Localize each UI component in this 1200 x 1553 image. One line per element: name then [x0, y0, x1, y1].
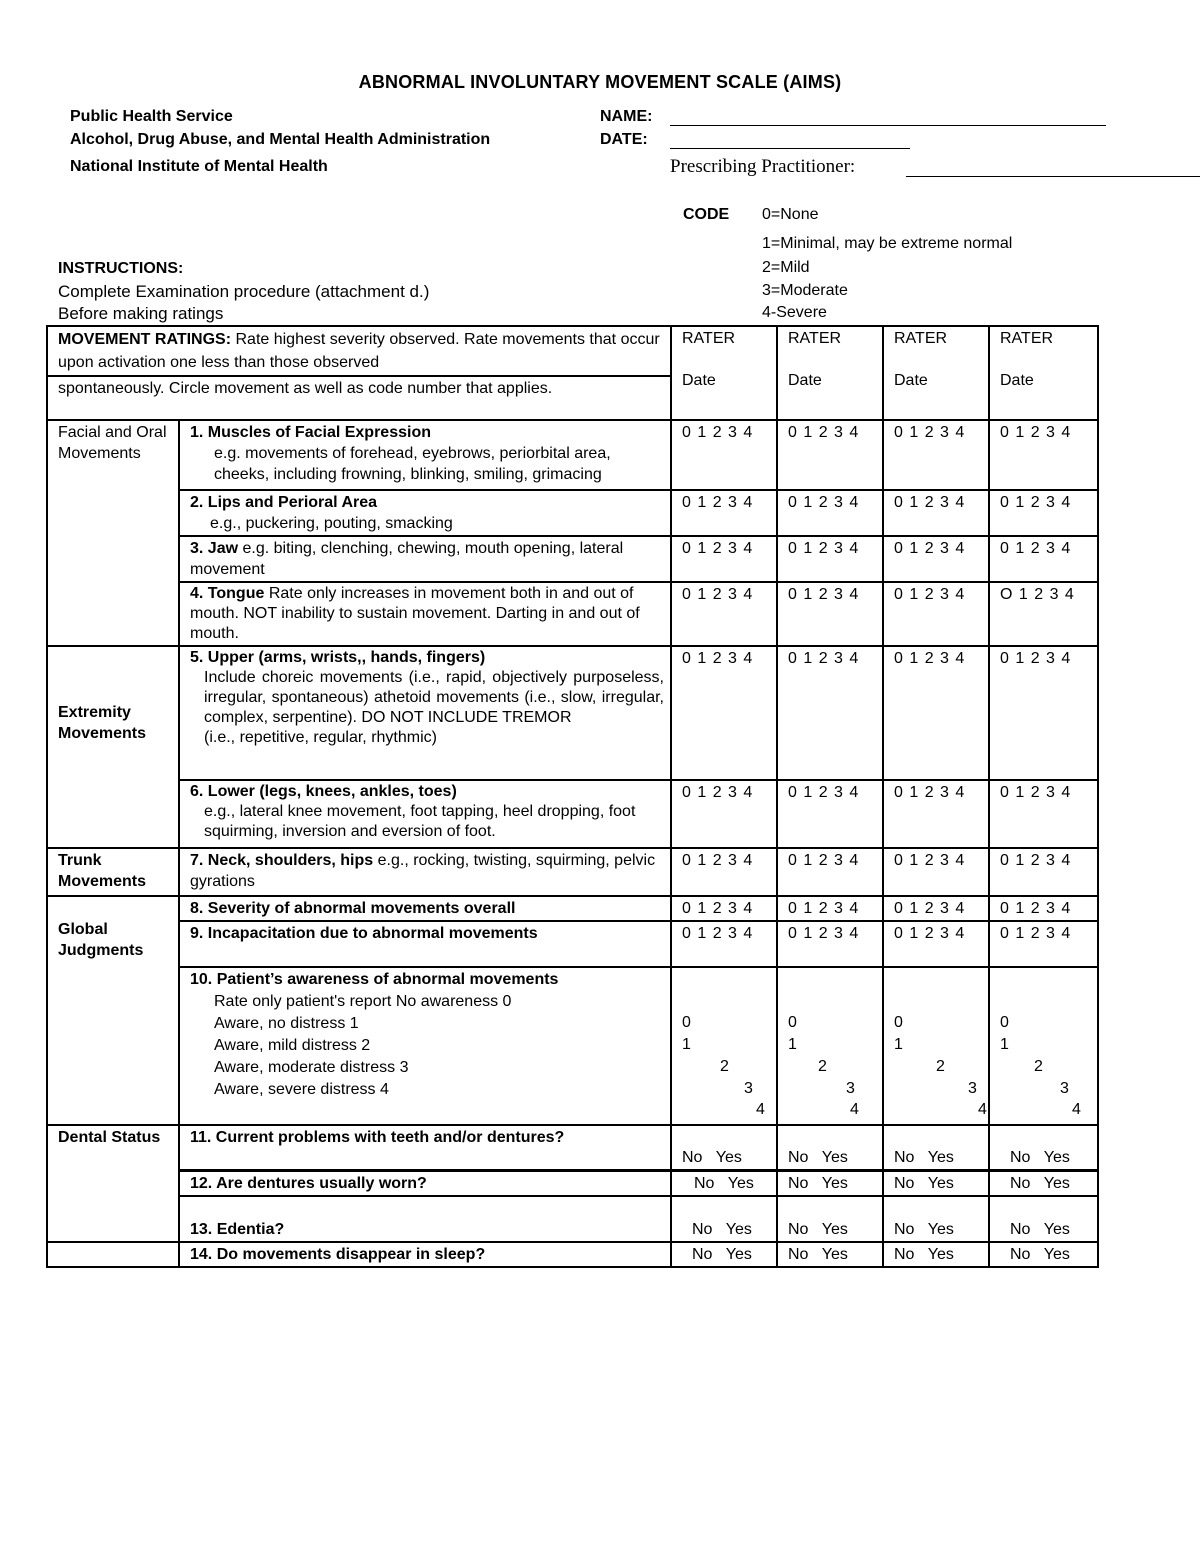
no-option[interactable]: No	[788, 1245, 809, 1263]
category-dental: Dental Status	[47, 1125, 179, 1242]
scale-1[interactable]: 1	[894, 1036, 903, 1053]
yes-option[interactable]: Yes	[927, 1148, 954, 1166]
answer-12-r1[interactable]	[671, 1170, 777, 1196]
item-11-title: 11. Current problems with teeth and/or dentures?	[179, 1125, 671, 1170]
item-13-title: 13. Edentia?	[179, 1196, 671, 1242]
rating-3-r2[interactable]: 0 1 2 3 4	[777, 536, 883, 582]
yes-option[interactable]: Yes	[821, 1174, 848, 1192]
item-2-desc: e.g., puckering, pouting, smacking	[210, 515, 453, 532]
yes-option[interactable]: Yes	[1043, 1148, 1070, 1166]
aims-table	[46, 325, 1099, 1268]
ratings-text: Rate highest severity observed. Rate movements that occur upon activation one less than those observed	[58, 331, 660, 371]
instructions-line-1: Complete Examination procedure (attachment d.)	[58, 282, 430, 301]
ratings-heading: MOVEMENT RATINGS:	[58, 331, 232, 348]
item-1	[179, 420, 671, 490]
scale-4[interactable]: 4	[1072, 1101, 1081, 1118]
ratings-text-2: spontaneously. Circle movement as well as code number that applies.	[58, 380, 553, 397]
item-4-desc: Rate only increases in movement both in and out of mouth. NOT inability to sustain movement. Darting in and out of mouth.	[190, 585, 640, 642]
item-5-desc-2: (i.e., repetitive, regular, rhythmic)	[204, 729, 437, 746]
prescriber-label: Prescribing Practitioner:	[670, 156, 856, 177]
scale-2[interactable]: 2	[936, 1058, 945, 1075]
item-4	[179, 582, 671, 646]
org-adamha: Alcohol, Drug Abuse, and Mental Health Administration	[70, 131, 491, 148]
rating-6-r1[interactable]: 0 1 2 3 4	[671, 780, 777, 848]
rating-8-r2[interactable]: 0 1 2 3 4	[777, 896, 883, 921]
no-option[interactable]: No	[788, 1148, 809, 1166]
scale-3[interactable]: 3	[968, 1080, 977, 1097]
rating-9-r1[interactable]: 0 1 2 3 4	[671, 921, 777, 967]
rating-5-r2[interactable]: 0 1 2 3 4	[777, 646, 883, 780]
scale-2[interactable]: 2	[720, 1058, 729, 1075]
rating-10-r1[interactable]	[671, 967, 777, 1125]
item-6	[179, 780, 671, 848]
item-1-desc: e.g. movements of forehead, eyebrows, periorbital area, cheeks, including frowning, blinking, smiling, grimacing	[214, 445, 611, 483]
code-0: 0=None	[762, 206, 819, 223]
rater-col-3	[883, 326, 989, 420]
no-option[interactable]: No	[692, 1245, 713, 1263]
no-option[interactable]: No	[1010, 1220, 1031, 1238]
item-4-title: 4. Tongue	[190, 585, 265, 602]
no-option[interactable]: No	[894, 1220, 915, 1238]
instructions-line-2: Before making ratings	[58, 304, 224, 323]
yes-option[interactable]: Yes	[727, 1174, 754, 1192]
item-10	[179, 967, 671, 1125]
rater-col-1	[671, 326, 777, 420]
code-4: 4-Severe	[762, 304, 827, 321]
scale-1[interactable]: 1	[788, 1036, 797, 1053]
item-5	[179, 646, 671, 780]
answer-11-r1[interactable]	[671, 1125, 777, 1170]
name-label: NAME:	[600, 108, 653, 125]
answer-11-r3[interactable]	[883, 1125, 989, 1170]
answer-12-r3[interactable]	[883, 1170, 989, 1196]
rating-1-r3[interactable]: 0 1 2 3 4	[883, 420, 989, 490]
yes-option[interactable]: Yes	[715, 1148, 742, 1166]
answer-12-r2[interactable]	[777, 1170, 883, 1196]
name-field[interactable]	[670, 125, 1106, 126]
rating-8-r3[interactable]: 0 1 2 3 4	[883, 896, 989, 921]
yes-option[interactable]: Yes	[821, 1245, 848, 1263]
category-trunk: Trunk Movements	[47, 848, 179, 896]
instructions-heading: INSTRUCTIONS:	[58, 260, 184, 277]
item-5-title: 5. Upper (arms, wrists,, hands, fingers)	[190, 649, 486, 666]
rating-4-r4[interactable]: O 1 2 3 4	[989, 582, 1098, 646]
item-8-title: 8. Severity of abnormal movements overall	[179, 896, 671, 921]
rating-1-r2[interactable]: 0 1 2 3 4	[777, 420, 883, 490]
rating-4-r2[interactable]: 0 1 2 3 4	[777, 582, 883, 646]
yes-option[interactable]: Yes	[1043, 1220, 1070, 1238]
scale-0[interactable]: 0	[894, 1014, 903, 1031]
no-option[interactable]: No	[894, 1174, 915, 1192]
answer-11-r4[interactable]	[989, 1125, 1098, 1170]
answer-14-r3[interactable]	[883, 1242, 989, 1267]
item-6-title: 6. Lower (legs, knees, ankles, toes)	[190, 783, 457, 800]
rating-5-r1[interactable]: 0 1 2 3 4	[671, 646, 777, 780]
rating-10-r4[interactable]	[989, 967, 1098, 1125]
ratings-header	[47, 326, 671, 376]
rating-7-r3[interactable]: 0 1 2 3 4	[883, 848, 989, 896]
rating-5-r3[interactable]: 0 1 2 3 4	[883, 646, 989, 780]
no-option[interactable]: No	[788, 1220, 809, 1238]
yes-option[interactable]: Yes	[821, 1220, 848, 1238]
no-option[interactable]: No	[894, 1245, 915, 1263]
yes-option[interactable]: Yes	[927, 1220, 954, 1238]
answer-14-r2[interactable]	[777, 1242, 883, 1267]
rating-1-r4[interactable]: 0 1 2 3 4	[989, 420, 1098, 490]
scale-3[interactable]: 3	[1060, 1080, 1069, 1097]
rater-col-4	[989, 326, 1098, 420]
scale-3[interactable]: 3	[846, 1080, 855, 1097]
scale-4[interactable]: 4	[850, 1101, 859, 1118]
rating-8-r1[interactable]: 0 1 2 3 4	[671, 896, 777, 921]
item-1-title: 1. Muscles of Facial Expression	[190, 424, 431, 441]
yes-option[interactable]: Yes	[1043, 1174, 1070, 1192]
code-label: CODE	[683, 206, 730, 223]
rater-label: RATER	[788, 330, 842, 347]
empty-category-cell	[47, 1242, 179, 1267]
no-option[interactable]: No	[1010, 1245, 1031, 1263]
rater-label: RATER	[894, 330, 948, 347]
item-7	[179, 848, 671, 896]
date-label: Date	[1000, 372, 1034, 389]
yes-option[interactable]: Yes	[1043, 1245, 1070, 1263]
scale-0[interactable]: 0	[682, 1014, 691, 1031]
date-label: DATE:	[600, 131, 648, 148]
rating-10-r3[interactable]	[883, 967, 989, 1125]
prescriber-field[interactable]	[906, 176, 1200, 177]
item-3-title: 3. Jaw	[190, 540, 239, 557]
rating-2-r2[interactable]: 0 1 2 3 4	[777, 490, 883, 536]
yes-option[interactable]: Yes	[927, 1174, 954, 1192]
rater-col-2	[777, 326, 883, 420]
yes-option[interactable]: Yes	[725, 1245, 752, 1263]
item-10-line-1: Rate only patient's report No awareness 0	[214, 993, 512, 1010]
category-global: Global Judgments	[47, 896, 179, 1125]
no-option[interactable]: No	[894, 1148, 915, 1166]
code-1: 1=Minimal, may be extreme normal	[762, 235, 1013, 252]
date-label: Date	[894, 372, 928, 389]
item-5-desc: Include choreic movements (i.e., rapid, objectively purposeless, irregular, spontaneous) athetoid movements (i.e., slow, irregular, complex, serpentine). DO NOT INCLUDE TREMOR	[204, 669, 664, 726]
no-option[interactable]: No	[682, 1148, 703, 1166]
answer-14-r1[interactable]	[671, 1242, 777, 1267]
item-10-line-3: Aware, mild distress 2	[214, 1037, 371, 1054]
scale-1[interactable]: 1	[682, 1036, 691, 1053]
scale-0[interactable]: 0	[788, 1014, 797, 1031]
item-14-title: 14. Do movements disappear in sleep?	[179, 1242, 671, 1267]
no-option[interactable]: No	[692, 1220, 713, 1238]
org-nimh: National Institute of Mental Health	[70, 158, 328, 175]
rating-10-r2[interactable]	[777, 967, 883, 1125]
date-label: Date	[788, 372, 822, 389]
rating-7-r2[interactable]: 0 1 2 3 4	[777, 848, 883, 896]
no-option[interactable]: No	[694, 1174, 715, 1192]
item-10-title: 10. Patient’s awareness of abnormal movements	[190, 971, 559, 988]
org-public-health: Public Health Service	[70, 108, 233, 125]
rating-6-r2[interactable]: 0 1 2 3 4	[777, 780, 883, 848]
no-option[interactable]: No	[1010, 1174, 1031, 1192]
rating-5-r4[interactable]: 0 1 2 3 4	[989, 646, 1098, 780]
no-option[interactable]: No	[788, 1174, 809, 1192]
rating-9-r2[interactable]: 0 1 2 3 4	[777, 921, 883, 967]
rating-3-r3[interactable]: 0 1 2 3 4	[883, 536, 989, 582]
scale-3[interactable]: 3	[744, 1080, 753, 1097]
rating-7-r4[interactable]: 0 1 2 3 4	[989, 848, 1098, 896]
rating-6-r4[interactable]: 0 1 2 3 4	[989, 780, 1098, 848]
item-9-title: 9. Incapacitation due to abnormal movements	[179, 921, 671, 967]
rating-2-r4[interactable]: 0 1 2 3 4	[989, 490, 1098, 536]
rating-8-r4[interactable]: 0 1 2 3 4	[989, 896, 1098, 921]
category-extremity: Extremity Movements	[47, 646, 179, 848]
rating-2-r1[interactable]: 0 1 2 3 4	[671, 490, 777, 536]
rating-9-r4[interactable]: 0 1 2 3 4	[989, 921, 1098, 967]
item-10-line-2: Aware, no distress 1	[214, 1015, 359, 1032]
scale-1[interactable]: 1	[1000, 1036, 1009, 1053]
rating-2-r3[interactable]: 0 1 2 3 4	[883, 490, 989, 536]
item-7-title: 7. Neck, shoulders, hips	[190, 852, 374, 869]
answer-14-r4[interactable]	[989, 1242, 1098, 1267]
scale-2[interactable]: 2	[818, 1058, 827, 1075]
item-3	[179, 536, 671, 582]
code-2: 2=Mild	[762, 259, 810, 276]
answer-12-r4[interactable]	[989, 1170, 1098, 1196]
rater-label: RATER	[682, 330, 736, 347]
yes-option[interactable]: Yes	[725, 1220, 752, 1238]
rating-3-r4[interactable]: 0 1 2 3 4	[989, 536, 1098, 582]
date-label: Date	[682, 372, 716, 389]
item-2	[179, 490, 671, 536]
answer-13-r2[interactable]	[777, 1196, 883, 1242]
rating-3-r1[interactable]: 0 1 2 3 4	[671, 536, 777, 582]
item-6-desc: e.g., lateral knee movement, foot tapping, heel dropping, foot squirming, inversion and eversion of foot.	[204, 803, 636, 840]
rating-4-r1[interactable]: 0 1 2 3 4	[671, 582, 777, 646]
answer-11-r2[interactable]	[777, 1125, 883, 1170]
page-title: ABNORMAL INVOLUNTARY MOVEMENT SCALE (AIMS)	[358, 72, 842, 92]
answer-13-r4[interactable]	[989, 1196, 1098, 1242]
scale-0[interactable]: 0	[1000, 1014, 1009, 1031]
rating-4-r3[interactable]: 0 1 2 3 4	[883, 582, 989, 646]
rater-label: RATER	[1000, 330, 1054, 347]
rating-6-r3[interactable]: 0 1 2 3 4	[883, 780, 989, 848]
code-3: 3=Moderate	[762, 282, 848, 299]
item-2-title: 2. Lips and Perioral Area	[190, 494, 378, 511]
rating-1-r1[interactable]: 0 1 2 3 4	[671, 420, 777, 490]
ratings-header-2	[47, 376, 671, 420]
scale-2[interactable]: 2	[1034, 1058, 1043, 1075]
date-field[interactable]	[670, 148, 910, 149]
answer-13-r1[interactable]	[671, 1196, 777, 1242]
yes-option[interactable]: Yes	[821, 1148, 848, 1166]
rating-9-r3[interactable]: 0 1 2 3 4	[883, 921, 989, 967]
no-option[interactable]: No	[1010, 1148, 1031, 1166]
yes-option[interactable]: Yes	[927, 1245, 954, 1263]
item-10-line-4: Aware, moderate distress 3	[214, 1059, 409, 1076]
rating-7-r1[interactable]: 0 1 2 3 4	[671, 848, 777, 896]
item-3-desc: e.g. biting, clenching, chewing, mouth opening, lateral movement	[190, 540, 624, 578]
item-7-desc: e.g., rocking, twisting, squirming, pelvic gyrations	[190, 852, 656, 890]
scale-4[interactable]: 4	[756, 1101, 765, 1118]
item-10-line-5: Aware, severe distress 4	[214, 1081, 389, 1098]
answer-13-r3[interactable]	[883, 1196, 989, 1242]
category-facial: Facial and Oral Movements	[47, 420, 179, 646]
scale-4[interactable]: 4	[978, 1101, 987, 1118]
item-12-title: 12. Are dentures usually worn?	[179, 1170, 671, 1196]
